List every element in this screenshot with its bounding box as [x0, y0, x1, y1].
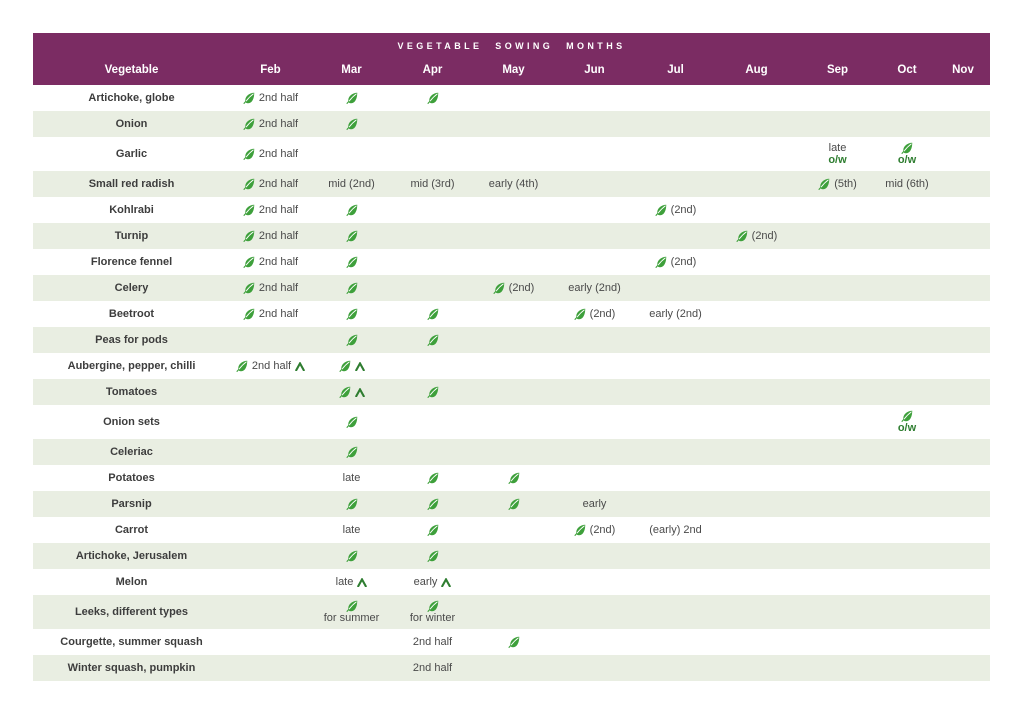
leaf-icon: [574, 308, 586, 320]
cell-jul: [635, 308, 716, 320]
leaf-icon: [427, 524, 439, 536]
vegetable-name: Artichoke, Jerusalem: [75, 550, 188, 562]
table-header: [33, 33, 990, 85]
leaf-icon: [818, 178, 830, 190]
leaf-icon: [427, 472, 439, 484]
overwinter-label: o/w: [828, 154, 847, 166]
column-header-nov: Nov: [952, 64, 974, 76]
table-title: VEGETABLE SOWING MONTHS: [397, 41, 626, 51]
vegetable-name: Garlic: [115, 148, 148, 160]
sowing-note: mid (3rd): [410, 178, 455, 190]
cell-sep: [797, 178, 878, 190]
sowing-note: 2nd half: [258, 178, 299, 190]
table-row: [33, 543, 990, 569]
table-row: [33, 491, 990, 517]
vegetable-name: Artichoke, globe: [88, 92, 175, 104]
cell-line: [574, 308, 616, 320]
sowing-note: 2nd half: [258, 92, 299, 104]
sowing-note: (2nd): [589, 308, 616, 320]
vegetable-name: Winter squash, pumpkin: [67, 662, 196, 674]
cell-line: [508, 636, 520, 648]
leaf-icon: [243, 178, 255, 190]
cell-jun: [554, 498, 635, 510]
sowing-note: early (4th): [488, 178, 539, 190]
cell-line: [489, 178, 539, 190]
cell-line: [243, 230, 298, 242]
cell-line: [508, 472, 520, 484]
cell-line: [346, 498, 358, 510]
cell-oct: [878, 142, 936, 166]
cell-line: [339, 386, 365, 398]
sowing-note: for summer: [323, 612, 380, 624]
cell-line: [736, 230, 778, 242]
cell-aug: [716, 230, 797, 242]
sowing-note: 2nd half: [251, 360, 292, 372]
cell-line: [427, 550, 439, 562]
vegetable-name: Turnip: [114, 230, 149, 242]
leaf-icon: [508, 472, 520, 484]
under-cover-icon: [357, 578, 367, 587]
table-row: [33, 171, 990, 197]
column-header-jul: Jul: [667, 64, 684, 76]
cell-line: [243, 204, 298, 216]
cell-line: [649, 524, 702, 536]
leaf-icon: [901, 142, 913, 154]
cell-line: [346, 282, 358, 294]
overwinter-label: o/w: [897, 154, 917, 166]
table-row: [33, 353, 990, 379]
leaf-icon: [346, 600, 358, 612]
column-header-apr: Apr: [422, 64, 443, 76]
column-header-mar: Mar: [341, 64, 362, 76]
sowing-note: (2nd): [508, 282, 535, 294]
cell-feb: [230, 118, 311, 130]
cell-line: [410, 612, 455, 624]
cell-mar: [311, 308, 392, 320]
cell-line: [427, 386, 439, 398]
cell-feb: [230, 256, 311, 268]
vegetable-name: Beetroot: [108, 308, 155, 320]
cell-line: [655, 204, 697, 216]
leaf-icon: [243, 118, 255, 130]
cell-line: [243, 92, 298, 104]
sowing-note: late: [342, 524, 361, 536]
cell-line: [346, 416, 358, 428]
vegetable-name: Potatoes: [108, 472, 155, 484]
vegetable-name: Tomatoes: [105, 386, 158, 398]
cell-mar: [311, 446, 392, 458]
vegetable-name: Kohlrabi: [109, 204, 154, 216]
cell-apr: [392, 92, 473, 104]
cell-apr: [392, 308, 473, 320]
sowing-note: early: [413, 576, 438, 588]
vegetable-name: Small red radish: [88, 178, 175, 190]
sowing-note: early: [582, 498, 607, 510]
leaf-icon: [346, 416, 358, 428]
cell-line: [427, 600, 439, 612]
column-header-sep: Sep: [826, 64, 849, 76]
cell-line: [583, 498, 607, 510]
cell-jul: [635, 204, 716, 216]
cell-line: [343, 524, 361, 536]
leaf-icon: [427, 600, 439, 612]
table-row: [33, 569, 990, 595]
cell-line: [901, 410, 913, 422]
sowing-note: 2nd half: [258, 204, 299, 216]
leaf-icon: [427, 308, 439, 320]
table-row: [33, 379, 990, 405]
cell-mar: [311, 204, 392, 216]
cell-mar: [311, 416, 392, 428]
sowing-note: early (2nd): [568, 282, 621, 294]
cell-mar: [311, 498, 392, 510]
leaf-icon: [427, 386, 439, 398]
table-row: [33, 197, 990, 223]
cell-line: [346, 446, 358, 458]
sowing-note: mid (2nd): [328, 178, 375, 190]
sowing-note: 2nd half: [258, 230, 299, 242]
leaf-icon: [655, 256, 667, 268]
cell-apr: [392, 576, 473, 588]
leaf-icon: [508, 636, 520, 648]
sowing-note: mid (6th): [885, 178, 929, 190]
cell-line: [243, 308, 298, 320]
cell-line: [346, 204, 358, 216]
cell-line: [324, 612, 380, 624]
table-body: [33, 85, 990, 681]
cell-line: [243, 118, 298, 130]
sowing-note: (2nd): [670, 256, 697, 268]
table-row: [33, 85, 990, 111]
cell-apr: [392, 636, 473, 648]
cell-mar: [311, 230, 392, 242]
table-row: [33, 439, 990, 465]
sowing-note: late: [828, 142, 847, 154]
cell-mar: [311, 386, 392, 398]
cell-feb: [230, 178, 311, 190]
cell-line: [413, 636, 452, 648]
cell-line: [339, 360, 365, 372]
cell-feb: [230, 308, 311, 320]
table-row: [33, 327, 990, 353]
cell-jun: [554, 282, 635, 294]
sowing-note: 2nd half: [258, 308, 299, 320]
cell-apr: [392, 472, 473, 484]
leaf-icon: [346, 118, 358, 130]
table-row: [33, 249, 990, 275]
leaf-icon: [243, 256, 255, 268]
table-row: [33, 301, 990, 327]
leaf-icon: [243, 308, 255, 320]
cell-mar: [311, 524, 392, 536]
cell-line: [493, 282, 535, 294]
cell-may: [473, 178, 554, 190]
column-header-row: [33, 56, 990, 84]
cell-line: [336, 576, 368, 588]
cell-line: [343, 472, 361, 484]
cell-line: [427, 334, 439, 346]
cell-may: [473, 636, 554, 648]
cell-line: [346, 600, 358, 612]
leaf-icon: [574, 524, 586, 536]
leaf-icon: [236, 360, 248, 372]
leaf-icon: [736, 230, 748, 242]
cell-feb: [230, 282, 311, 294]
cell-apr: [392, 334, 473, 346]
vegetable-name: Florence fennel: [90, 256, 173, 268]
under-cover-icon: [355, 388, 365, 397]
vegetable-name: Celeriac: [110, 446, 153, 458]
cell-jun: [554, 308, 635, 320]
cell-may: [473, 498, 554, 510]
cell-line: [346, 308, 358, 320]
cell-line: [898, 422, 916, 434]
vegetable-name: Onion: [115, 118, 148, 130]
vegetable-name: Melon: [115, 576, 148, 588]
cell-line: [427, 472, 439, 484]
table-row: [33, 465, 990, 491]
cell-line: [236, 360, 305, 372]
cell-line: [828, 154, 846, 166]
leaf-icon: [346, 334, 358, 346]
sowing-note: (5th): [834, 178, 857, 190]
cell-feb: [230, 230, 311, 242]
cell-mar: [311, 178, 392, 190]
cell-line: [346, 334, 358, 346]
cell-jul: [635, 524, 716, 536]
cell-line: [346, 92, 358, 104]
column-header-jun: Jun: [584, 64, 605, 76]
vegetable-name: Celery: [114, 282, 149, 294]
cell-line: [655, 256, 697, 268]
sowing-note: (early) 2nd: [649, 524, 702, 536]
cell-line: [346, 256, 358, 268]
cell-may: [473, 282, 554, 294]
cell-sep: [797, 142, 878, 166]
leaf-icon: [427, 550, 439, 562]
cell-mar: [311, 360, 392, 372]
leaf-icon: [346, 204, 358, 216]
cell-line: [901, 142, 913, 154]
leaf-icon: [243, 92, 255, 104]
cell-mar: [311, 600, 392, 624]
leaf-icon: [901, 410, 913, 422]
cell-line: [574, 524, 616, 536]
cell-feb: [230, 148, 311, 160]
cell-apr: [392, 498, 473, 510]
leaf-icon: [339, 360, 351, 372]
under-cover-icon: [295, 362, 305, 371]
cell-line: [427, 524, 439, 536]
cell-line: [885, 178, 928, 190]
cell-line: [346, 230, 358, 242]
cell-mar: [311, 256, 392, 268]
cell-mar: [311, 576, 392, 588]
leaf-icon: [346, 230, 358, 242]
cell-line: [508, 498, 520, 510]
cell-line: [346, 550, 358, 562]
cell-jun: [554, 524, 635, 536]
leaf-icon: [346, 550, 358, 562]
cell-line: [568, 282, 621, 294]
cell-line: [649, 308, 702, 320]
table-row: [33, 223, 990, 249]
cell-mar: [311, 282, 392, 294]
table-row: [33, 275, 990, 301]
vegetable-name: Peas for pods: [95, 334, 168, 346]
cell-line: [427, 92, 439, 104]
leaf-icon: [346, 92, 358, 104]
sowing-note: (2nd): [670, 204, 697, 216]
sowing-note: 2nd half: [412, 636, 453, 648]
cell-line: [413, 662, 452, 674]
cell-apr: [392, 178, 473, 190]
sowing-calendar-table: [33, 33, 990, 681]
sowing-note: early (2nd): [649, 308, 702, 320]
sowing-note: 2nd half: [258, 256, 299, 268]
sowing-note: 2nd half: [258, 118, 299, 130]
cell-may: [473, 472, 554, 484]
cell-mar: [311, 472, 392, 484]
cell-mar: [311, 550, 392, 562]
cell-line: [427, 498, 439, 510]
leaf-icon: [243, 230, 255, 242]
cell-apr: [392, 524, 473, 536]
leaf-icon: [427, 498, 439, 510]
leaf-icon: [493, 282, 505, 294]
table-row: [33, 595, 990, 629]
vegetable-name: Parsnip: [111, 498, 152, 510]
cell-oct: [878, 410, 936, 434]
overwinter-label: o/w: [897, 422, 917, 434]
leaf-icon: [346, 446, 358, 458]
sowing-note: late: [342, 472, 361, 484]
cell-line: [243, 256, 298, 268]
table-row: [33, 137, 990, 171]
leaf-icon: [427, 334, 439, 346]
cell-line: [818, 178, 857, 190]
cell-line: [427, 308, 439, 320]
cell-apr: [392, 662, 473, 674]
vegetable-name: Carrot: [114, 524, 148, 536]
sowing-note: (2nd): [589, 524, 616, 536]
cell-apr: [392, 386, 473, 398]
cell-line: [243, 148, 298, 160]
cell-mar: [311, 118, 392, 130]
sowing-note: 2nd half: [412, 662, 453, 674]
leaf-icon: [346, 256, 358, 268]
column-header-aug: Aug: [745, 64, 768, 76]
cell-jul: [635, 256, 716, 268]
leaf-icon: [243, 282, 255, 294]
cell-line: [243, 178, 298, 190]
table-row: [33, 405, 990, 439]
sowing-note: late: [335, 576, 354, 588]
cell-line: [898, 154, 916, 166]
table-row: [33, 655, 990, 681]
table-row: [33, 629, 990, 655]
vegetable-name: Courgette, summer squash: [60, 636, 203, 648]
cell-line: [243, 282, 298, 294]
cell-feb: [230, 92, 311, 104]
leaf-icon: [346, 498, 358, 510]
under-cover-icon: [441, 578, 451, 587]
vegetable-name: Onion sets: [103, 416, 160, 428]
vegetable-name: Aubergine, pepper, chilli: [67, 360, 196, 372]
leaf-icon: [346, 308, 358, 320]
cell-line: [410, 178, 454, 190]
column-header-may: May: [502, 64, 525, 76]
leaf-icon: [243, 204, 255, 216]
cell-apr: [392, 550, 473, 562]
leaf-icon: [427, 92, 439, 104]
vegetable-name: Leeks, different types: [74, 606, 189, 618]
cell-feb: [230, 204, 311, 216]
under-cover-icon: [355, 362, 365, 371]
cell-mar: [311, 334, 392, 346]
leaf-icon: [339, 386, 351, 398]
leaf-icon: [508, 498, 520, 510]
table-row: [33, 111, 990, 137]
leaf-icon: [655, 204, 667, 216]
column-header-oct: Oct: [897, 64, 917, 76]
column-header-veg: Vegetable: [104, 64, 159, 76]
cell-line: [346, 118, 358, 130]
cell-line: [829, 142, 847, 154]
column-header-feb: Feb: [260, 64, 281, 76]
sowing-note: 2nd half: [258, 148, 299, 160]
cell-line: [414, 576, 452, 588]
cell-feb: [230, 360, 311, 372]
leaf-icon: [243, 148, 255, 160]
sowing-note: 2nd half: [258, 282, 299, 294]
sowing-note: for winter: [409, 612, 456, 624]
cell-oct: [878, 178, 936, 190]
cell-apr: [392, 600, 473, 624]
table-row: [33, 517, 990, 543]
leaf-icon: [346, 282, 358, 294]
cell-mar: [311, 92, 392, 104]
sowing-note: (2nd): [751, 230, 778, 242]
cell-line: [328, 178, 374, 190]
